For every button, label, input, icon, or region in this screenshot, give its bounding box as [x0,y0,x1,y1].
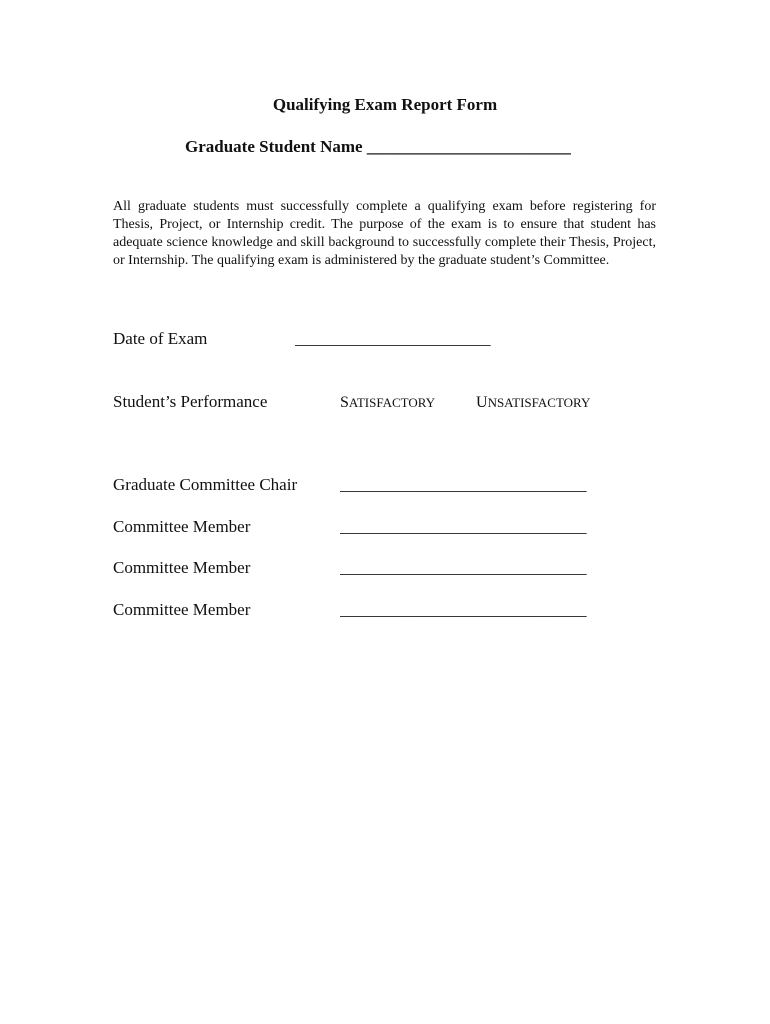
student-name-label: Graduate Student Name [185,137,363,156]
intro-paragraph: All graduate students must successfully complete a qualifying exam before registering for Thesis, Project, or Internship credit. The purpose of the exam is to ensure that student has adequate science knowledge and skill background to successfully complete their Thesis, Project, or Internship. The qualifying exam is administered by the graduate student’s Committee. [113,199,656,268]
committee-chair-signature-blank[interactable]: _____________________________ [340,475,587,494]
unsatisfactory-initial: U [476,394,488,411]
committee-member-2-label: Committee Member [113,558,251,577]
committee-member-3-signature-blank[interactable]: _____________________________ [340,600,587,619]
exam-date-blank[interactable]: _______________________ [295,329,491,348]
satisfactory-rest: ATISFACTORY [348,395,436,410]
satisfactory-initial: S [340,394,349,411]
committee-member-1-label: Committee Member [113,517,251,536]
student-name-row [185,136,571,158]
committee-member-3-label: Committee Member [113,600,251,619]
committee-member-1-signature-blank[interactable]: _____________________________ [340,517,587,536]
committee-chair-label: Graduate Committee Chair [113,475,298,494]
committee-member-2-signature-blank[interactable]: _____________________________ [340,558,587,577]
satisfactory-option[interactable] [340,392,435,414]
unsatisfactory-rest: NSATISFACTORY [487,395,591,410]
performance-label: Student’s Performance [113,392,268,411]
exam-date-label: Date of Exam [113,329,208,348]
unsatisfactory-option[interactable] [476,392,590,414]
form-title: Qualifying Exam Report Form [272,95,498,114]
student-name-blank[interactable]: ________________________ [366,137,571,156]
